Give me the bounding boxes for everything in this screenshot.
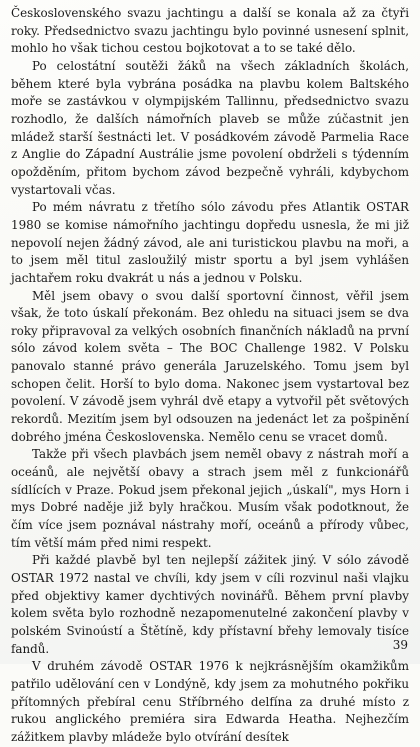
paragraph-6: Při každé plavbě byl ten nejlepší zážitek jiný. V sólo závodě OSTAR 1972 nastal ve chvíli, kdy jsem v cíli rozvinul naši vlajku před objektivy kamer dychtivých novinářů. Během první plavby kolem světa bylo rozhodně nezapomenutelné zakončení plavby v polském Svinoústí a Štětíně, kdy přístavní břehy lemovaly tisíce fandů. [11,553,409,656]
paragraph-1: Československého svazu jachtingu a další se konala až za čtyři roky. Předsednictvo svazu jachtingu bylo povinné usnesení splnit, mohlo ho však tichou cestou bojkotovat a to se také dělo. [11,6,409,56]
body-text [11,5,409,747]
page-number: 39 [392,638,408,652]
paragraph-4: Měl jsem obavy o svou další sportovní činnost, věřil jsem však, že toto úskalí překonám. Bez ohledu na situaci jsem se dva roky připravoval za velkých osobních finančních nákladů na první sólo závod kolem světa – The BOC Challenge 1982. V Polsku panovalo stanné právo generála Jaruzelského. Tomu jsem byl schopen čelit. Horší to bylo doma. Nakonec jsem vystartoval bez povolení. V závodě jsem vyhrál dvě etapy a vytvořil pět světových rekordů. Mezitím jsem byl odsouzen na jedenáct let za pošpinění dobrého jména Československa. Nemělo cenu se vracet domů. [11,288,409,444]
paragraph-3: Po mém návratu z třetího sólo závodu přes Atlantik OSTAR 1980 se komise námořního jachtingu dopředu usnesla, že mi již nepovolí nejen žádný závod, ale ani turistickou plavbu na moři, a to jsem měl titul zasloužilý mistr sportu a byl jsem vyhlášen jachtařem roku dvakrát u nás a jednou v Polsku. [11,200,409,285]
paragraph-7: V druhém závodě OSTAR 1976 k nejkrásnějším okamžikům patřilo udělování cen v Londýně, kdy jsem za mohutného pokřiku přítomných přebíral cenu Stříbrného delfína za druhé místo z rukou anglického premiéra sira Edwarda Heatha. Nejhezčím zážitkem plavby mládeže bylo otvírání desítek [11,659,409,744]
paragraph-5: Takže při všech plavbách jsem neměl obavy z nástrah moří a oceánů, ale největší obavy a strach jsem měl z funkcionářů sídlících v Praze. Pokud jsem překonal jejich „úskalí", mys Horn i mys Dobré naděje již byly hračkou. Musím však podotknout, že čím více jsem poznával nástrahy moří, oceánů a přírody vůbec, tím větší mám před nimi respekt. [11,447,409,550]
paragraph-2: Po celostátní soutěži žáků na všech základních školách, během které byla vybrána posádka na plavbu kolem Baltského moře se zastávkou v olympijském Tallinnu, předsednictvo svazu rozhodlo, že dalších námořních plaveb se může zúčastnit jen mládež starší šestnácti let. V posádkovém závodě Parmelia Race z Anglie do Západní Austrálie jsme povolení obdrželi s týdenním opožděním, přitom bychom závod bezpečně vyhráli, kdybychom vystartovali včas. [11,58,409,197]
